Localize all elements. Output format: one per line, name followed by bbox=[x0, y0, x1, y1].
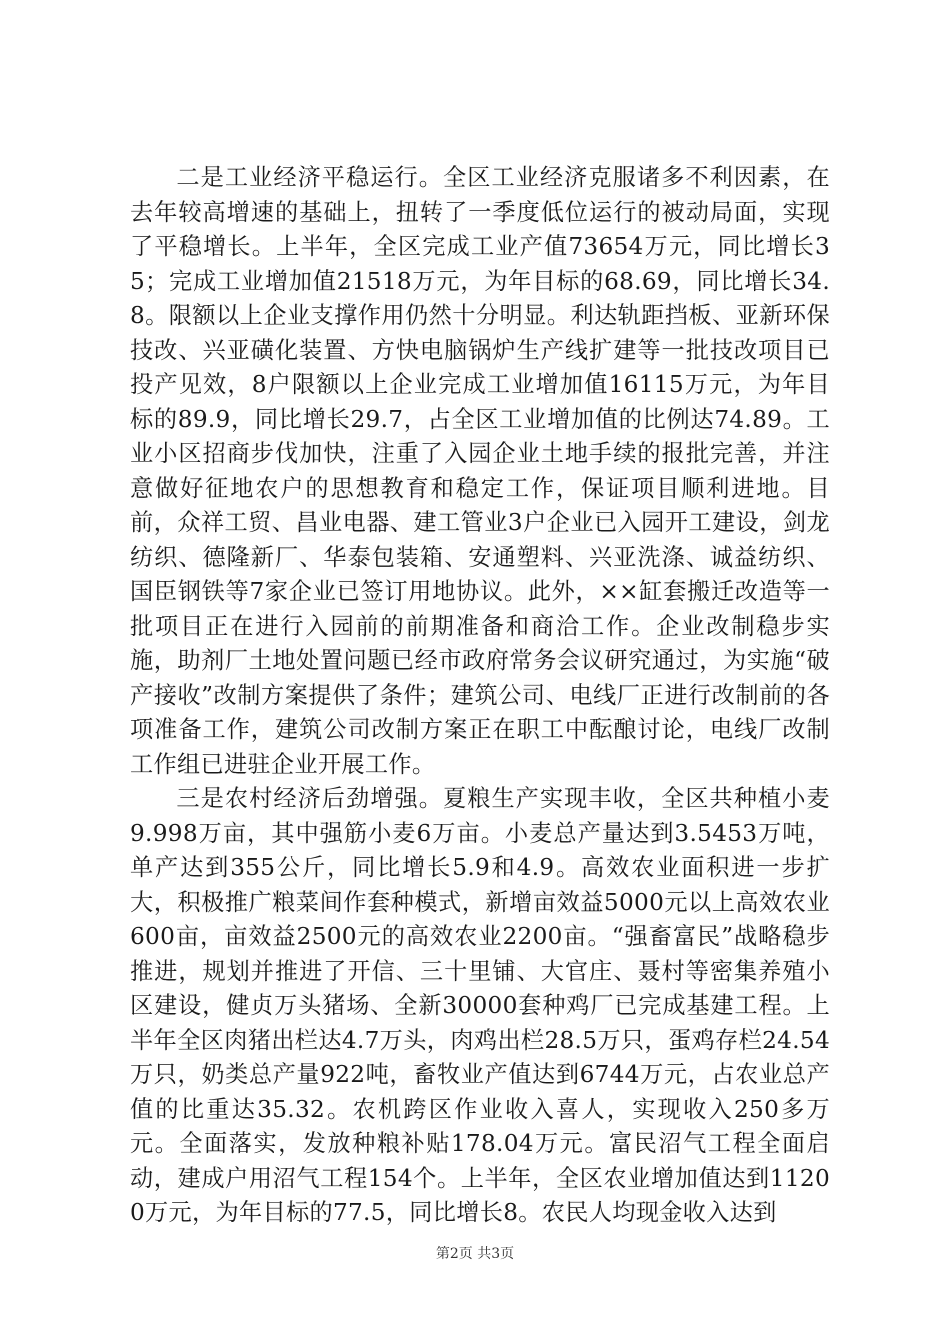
paragraph-agriculture: 三是农村经济后劲增强。夏粮生产实现丰收，全区共种植小麦9.998万亩，其中强筋小麦6万亩。小麦总产量达到3.5453万吨，单产达到355公斤，同比增长5.9和4.9。高效农业面积进一步扩大，积极推广粮菜间作套种模式，新增亩效益5000元以上高效农业600亩，亩效益2500元的高效农业2200亩。“强畜富民”战略稳步推进，规划并推进了开信、三十里铺、大官庄、聂村等密集养殖小区建设，健贞万头猪场、全新30000套种鸡厂已完成基建工程。上半年全区肉猪出栏达4.7万头，肉鸡出栏28.5万只，蛋鸡存栏24.54万只，奶类总产量922吨，畜牧业产值达到6744万元，占农业总产值的比重达35.32。农机跨区作业收入喜人，实现收入250多万元。全面落实，发放种粮补贴178.04万元。富民沼气工程全面启动，建成户用沼气工程154个。上半年，全区农业增加值达到11200万元，为年目标的77.5，同比增长8。农民人均现金收入达到 bbox=[130, 785, 830, 1226]
document-body bbox=[130, 161, 830, 1231]
page-footer: 第2页 共3页 bbox=[435, 1246, 515, 1262]
paragraph-industry: 二是工业经济平稳运行。全区工业经济克服诸多不利因素，在去年较高增速的基础上，扭转了一季度低位运行的被动局面，实现了平稳增长。上半年，全区完成工业产值73654万元，同比增长35；完成工业增加值21518万元，为年目标的68.69，同比增长34.8。限额以上企业支撑作用仍然十分明显。利达轨距挡板、亚新环保技改、兴亚磺化装置、方快电脑锅炉生产线扩建等一批技改项目已投产见效，8户限额以上企业完成工业增加值16115万元，为年目标的89.9，同比增长29.7，占全区工业增加值的比例达74.89。工业小区招商步伐加快，注重了入园企业土地手续的报批完善，并注意做好征地农户的思想教育和稳定工作，保证项目顺利进地。目前，众祥工贸、昌业电器、建工管业3户企业已入园开工建设，剑龙纺织、德隆新厂、华泰包装箱、安通塑料、兴亚洗涤、诚益纺织、国臣钢铁等7家企业已签订用地协议。此外，××缸套搬迁改造等一批项目正在进行入园前的前期准备和商洽工作。企业改制稳步实施，助剂厂土地处置问题已经市政府常务会议研究通过，为实施“破产接收”改制方案提供了条件；建筑公司、电线厂正进行改制前的各项准备工作，建筑公司改制方案正在职工中酝酿讨论，电线厂改制工作组已进驻企业开展工作。 bbox=[130, 164, 830, 778]
